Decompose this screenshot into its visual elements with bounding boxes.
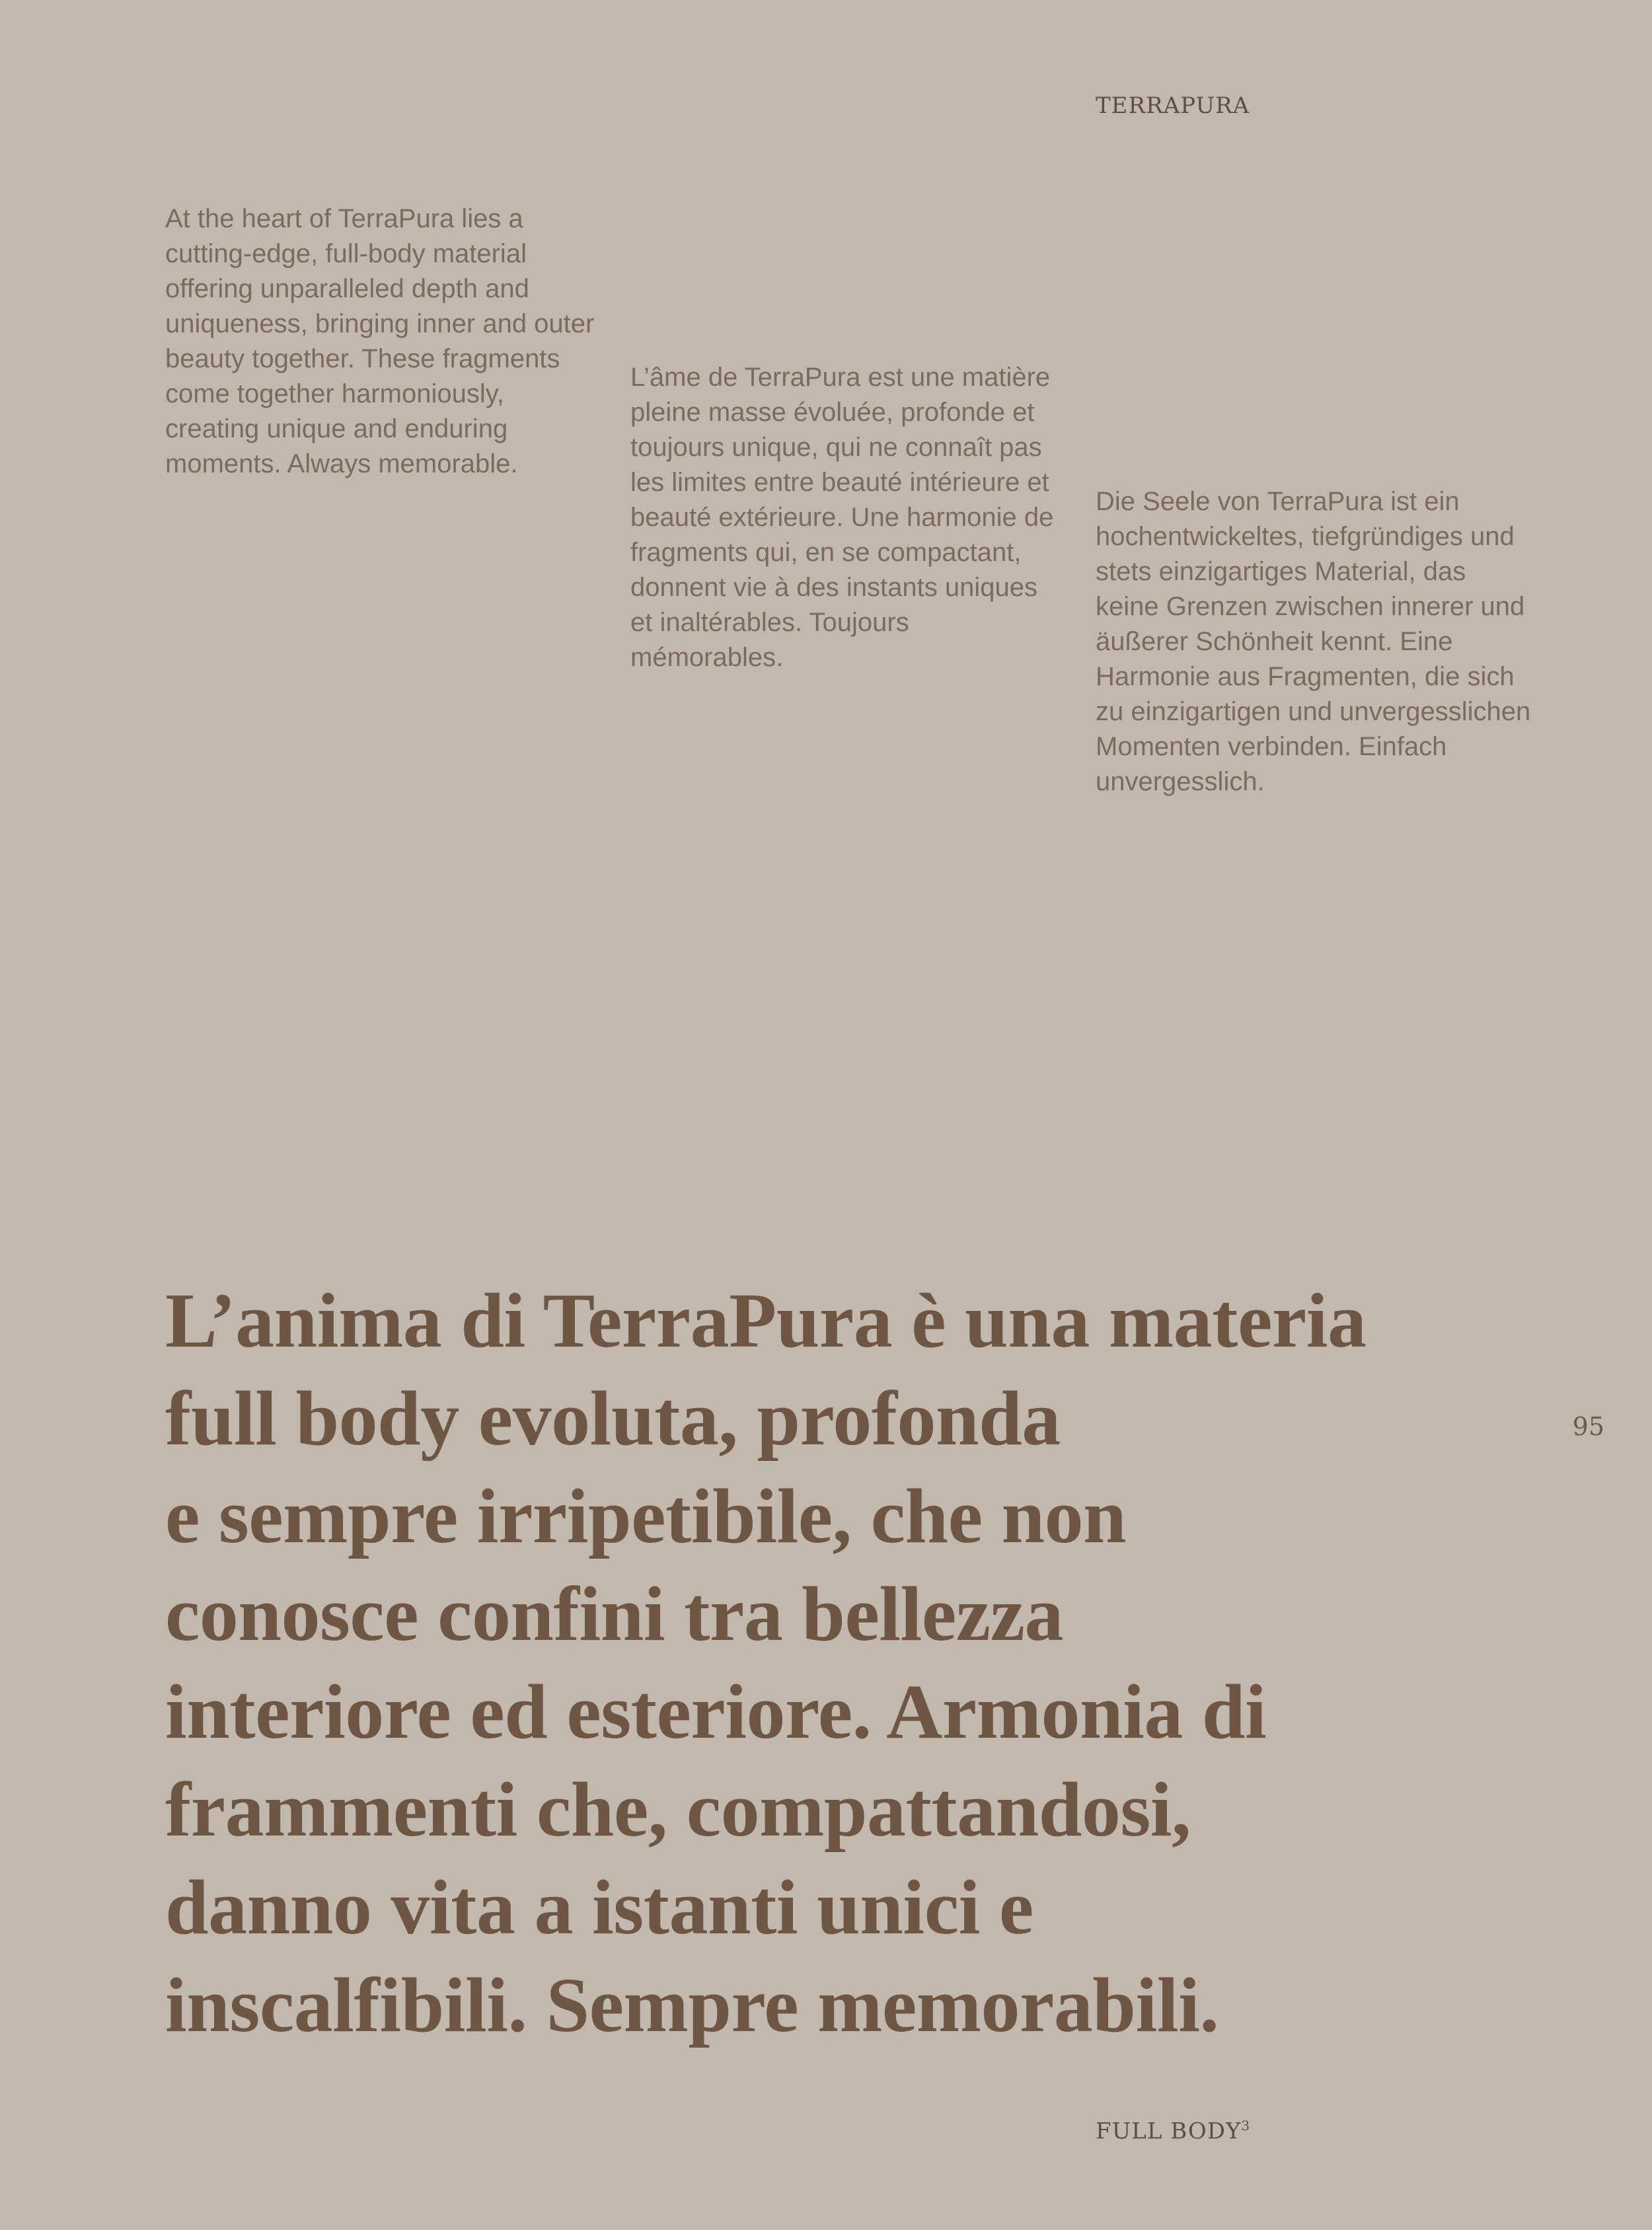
footer-collection-label xyxy=(1096,2118,1250,2144)
headline-line: e sempre irripetibile, che non xyxy=(165,1473,1127,1559)
headline-line: interiore ed esteriore. Armonia di xyxy=(165,1668,1267,1755)
headline-line: full body evoluta, profonda xyxy=(165,1375,1061,1462)
brand-name: TERRAPURA xyxy=(1096,93,1250,119)
page-number: 95 xyxy=(1572,1412,1604,1441)
headline-line: danno vita a istanti unici e xyxy=(165,1864,1033,1951)
intro-text-english: At the heart of TerraPura lies a cutting-edge, full-body material offering unparalleled depth and uniqueness, bringing inner and outer beauty together. These fragments come together harmoniously, creating unique and enduring moments. Always memorable. xyxy=(165,204,595,478)
headline-line: inscalfibili. Sempre memorabili. xyxy=(165,1962,1219,2048)
headline-line: frammenti che, compattandosi, xyxy=(165,1766,1191,1853)
footer-superscript: 3 xyxy=(1241,2118,1251,2134)
headline-line: L’anima di TerraPura è una materia xyxy=(165,1277,1367,1364)
intro-text-french: L’âme de TerraPura est une matière pleine masse évoluée, profonde et toujours unique, qui ne connaît pas les limites entre beauté intérieure et beauté extérieure. Une harmonie de fragments qui, en se compactant, donnent vie à des instants uniques et inaltérables. Toujours mémorables. xyxy=(630,363,1054,672)
headline-italian xyxy=(165,1272,1520,2054)
footer-label: FULL BODY xyxy=(1096,2118,1242,2145)
intro-text-german: Die Seele von TerraPura ist ein hochentwickeltes, tiefgründiges und stets einzigartiges Material, das keine Grenzen zwischen innerer und äußerer Schönheit kennt. Eine Harmonie aus Fragmenten, die sich zu einzigartigen und unvergesslichen Momenten verbinden. Einfach unvergesslich. xyxy=(1096,487,1531,796)
headline-line: conosce confini tra bellezza xyxy=(165,1571,1064,1657)
